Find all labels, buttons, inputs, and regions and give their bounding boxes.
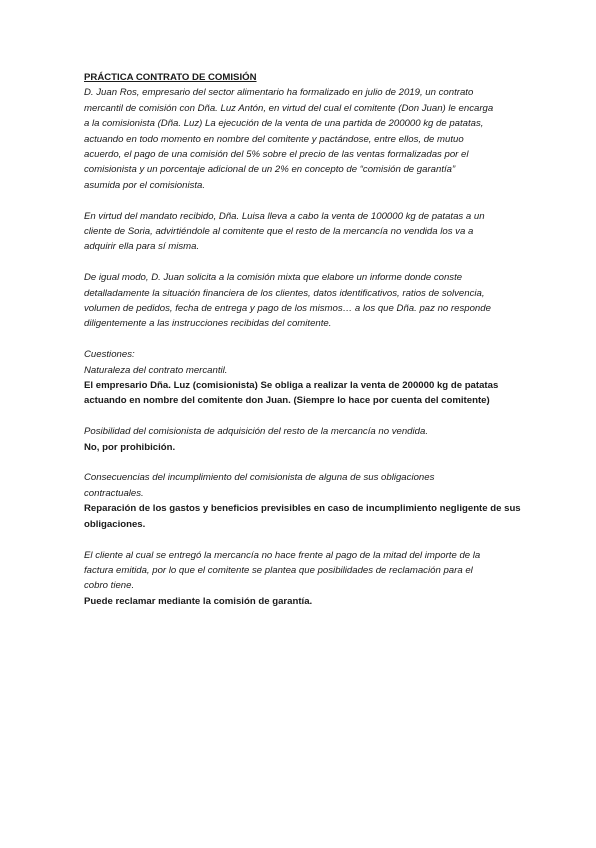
- text-line: D. Juan Ros, empresario del sector alimentario ha formalizado en julio de 2019, un contrato: [84, 87, 474, 99]
- question-block-3: [84, 470, 524, 532]
- text-line: cliente de Soria, advirtiéndole al comitente que el resto de la mercancía no vendida los va a: [84, 226, 474, 238]
- answer-text: No, por prohibición.: [84, 441, 176, 453]
- spacer: [84, 409, 524, 424]
- document-title: PRÁCTICA CONTRATO DE COMISIÓN: [84, 72, 257, 83]
- answer-text: actuando en nombre del comitente don Juan. (Siempre lo hace por cuenta del comitente): [84, 395, 490, 407]
- answer-text: Reparación de los gastos y beneficios previsibles en caso de incumplimiento negligente de sus: [84, 503, 521, 515]
- question-text: Naturaleza del contrato mercantil.: [84, 364, 228, 376]
- spacer: [84, 255, 524, 270]
- text-line: En virtud del mandato recibido, Dña. Luisa lleva a cabo la venta de 100000 kg de patatas a un: [84, 210, 485, 222]
- text-line: adquirir ella para sí misma.: [84, 241, 200, 253]
- questions-heading: Cuestiones:: [84, 349, 135, 361]
- text-line: comisionista y un porcentaje adicional de un 2% en concepto de “comisión de garantía”: [84, 164, 456, 176]
- question-text: cobro tiene.: [84, 580, 135, 592]
- answer-text: El empresario Dña. Luz (comisionista) Se obliga a realizar la venta de 200000 kg de patatas: [84, 380, 499, 392]
- answer-text: obligaciones.: [84, 518, 146, 530]
- question-block-1: [84, 363, 524, 409]
- text-line: diligentemente a las instrucciones recibidas del comitente.: [84, 318, 332, 330]
- paragraph-sale-mandate: [84, 209, 524, 255]
- question-text: Posibilidad del comisionista de adquisición del resto de la mercancía no vendida.: [84, 426, 428, 438]
- question-text: factura emitida, por lo que el comitente se plantea que posibilidades de reclamación para el: [84, 564, 473, 576]
- question-block-4: [84, 548, 524, 610]
- text-line: asumida por el comisionista.: [84, 179, 206, 191]
- spacer: [84, 332, 524, 347]
- spacer: [84, 455, 524, 470]
- text-line: detalladamente la situación financiera de los clientes, datos identificativos, ratios de solvencia,: [84, 287, 485, 299]
- question-text: Consecuencias del incumplimiento del comisionista de alguna de sus obligaciones: [84, 472, 435, 484]
- text-line: a la comisionista (Dña. Luz) La ejecución de la venta de una partida de 200000 kg de patatas,: [84, 118, 484, 130]
- question-text: El cliente al cual se entregó la mercancía no hace frente al pago de la mitad del importe de la: [84, 549, 481, 561]
- text-line: volumen de pedidos, fecha de entrega y pago de los mismos… a los que Dña. paz no responde: [84, 303, 491, 315]
- question-text: contractuales.: [84, 487, 144, 499]
- question-block-2: [84, 424, 524, 455]
- spacer: [84, 532, 524, 547]
- document-body: [84, 70, 524, 609]
- text-line: mercantil de comisión con Dña. Luz Antón, en virtud del cual el comitente (Don Juan) le encarga: [84, 102, 494, 114]
- spacer: [84, 193, 524, 208]
- text-line: De igual modo, D. Juan solicita a la comisión mixta que elabore un informe donde conste: [84, 272, 463, 284]
- text-line: acuerdo, el pago de una comisión del 5% sobre el precio de las ventas formalizadas por el: [84, 149, 469, 161]
- text-line: actuando en todo momento en nombre del comitente y pactándose, entre ellos, de mutuo: [84, 133, 464, 145]
- paragraph-report-request: [84, 270, 524, 332]
- answer-text: Puede reclamar mediante la comisión de garantía.: [84, 595, 313, 607]
- paragraph-case-intro: [84, 85, 524, 193]
